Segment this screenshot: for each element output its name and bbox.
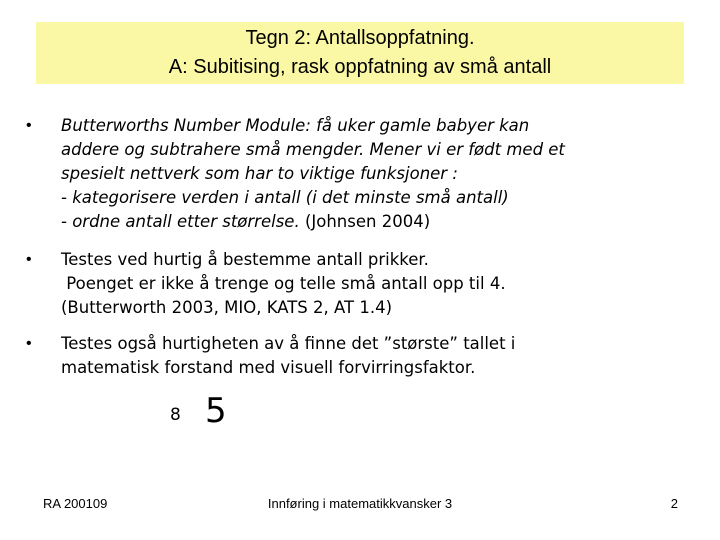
bullet-marker: • bbox=[26, 117, 32, 134]
example-small-number: 8 bbox=[170, 405, 181, 425]
bullet-marker: • bbox=[26, 335, 32, 352]
footer-date: RA 200109 bbox=[43, 496, 108, 511]
citation: (Johnsen 2004) bbox=[299, 212, 431, 231]
bullet-line: - kategorisere verden i antall (i det minste små antall) bbox=[61, 188, 509, 207]
bullet-line: Butterworths Number Module: få uker gamle babyer kan bbox=[61, 116, 530, 135]
bullet-line: (Butterworth 2003, MIO, KATS 2, AT 1.4) bbox=[61, 298, 393, 317]
footer-course-title: Innføring i matematikkvansker 3 bbox=[267, 496, 453, 511]
slide-title bbox=[36, 22, 684, 84]
bullet-line: addere og subtrahere små mengder. Mener vi er født med et bbox=[61, 140, 565, 159]
bullet-marker: • bbox=[26, 251, 32, 268]
example-large-number: 5 bbox=[205, 391, 227, 431]
bullet-line-text: - ordne antall etter størrelse. bbox=[61, 212, 300, 231]
bullet-text bbox=[61, 332, 681, 380]
bullet-line: Testes også hurtigheten av å finne det ”største” tallet i bbox=[61, 334, 516, 353]
bullet-line: Testes ved hurtig å bestemme antall prikker. bbox=[61, 250, 429, 269]
bullet-text bbox=[61, 248, 681, 320]
slide-title-line-1: Tegn 2: Antallsoppfatning. bbox=[245, 27, 475, 49]
bullet-line bbox=[61, 210, 681, 234]
bullet-line: spesielt nettverk som har to viktige funksjoner : bbox=[61, 164, 458, 183]
bullet-text bbox=[61, 114, 681, 234]
footer-page-number: 2 bbox=[670, 496, 678, 511]
slide-title-line-2: A: Subitising, rask oppfatning av små antall bbox=[168, 56, 552, 78]
bullet-line: Poenget er ikke å trenge og telle små antall opp til 4. bbox=[61, 274, 506, 293]
bullet-line: matematisk forstand med visuell forvirringsfaktor. bbox=[61, 358, 476, 377]
